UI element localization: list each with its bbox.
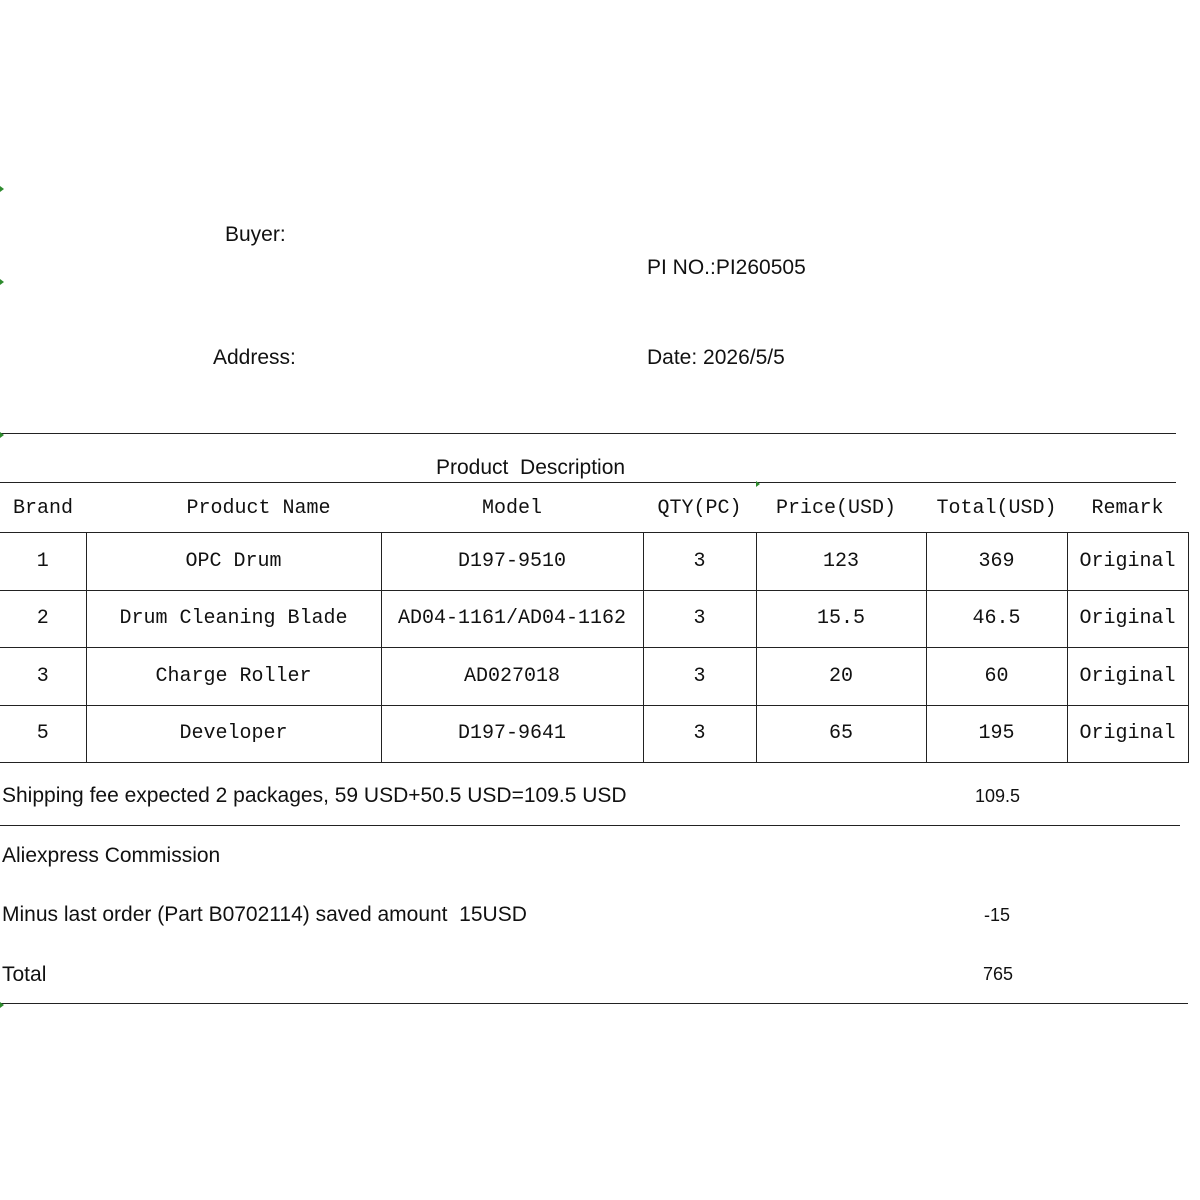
- column-header-remark: Remark: [1091, 497, 1164, 520]
- cell-remark: Original: [1067, 648, 1188, 706]
- divider: [0, 482, 1176, 483]
- address-label: Address:: [213, 346, 296, 369]
- cell-model: D197-9510: [381, 533, 643, 591]
- cell-price: 20: [756, 648, 926, 706]
- cell-remark: Original: [1067, 705, 1188, 763]
- cell-model: D197-9641: [381, 705, 643, 763]
- table-row: [0, 533, 1188, 591]
- cell-product-name: Drum Cleaning Blade: [86, 590, 381, 648]
- cell-brand: 3: [0, 648, 86, 706]
- commission-label: Aliexpress Commission: [2, 844, 221, 867]
- cell-qty: 3: [643, 648, 756, 706]
- cell-marker: [0, 1002, 4, 1008]
- cell-product-name: Developer: [86, 705, 381, 763]
- column-header-total: Total(USD): [936, 497, 1057, 520]
- column-header-price: Price(USD): [775, 497, 897, 520]
- cell-brand: 5: [0, 705, 86, 763]
- shipping-fee-value: 109.5: [975, 786, 1021, 806]
- cell-marker: [0, 186, 4, 192]
- cell-qty: 3: [643, 533, 756, 591]
- cell-remark: Original: [1067, 533, 1188, 591]
- cell-price: 123: [756, 533, 926, 591]
- column-header-model: Model: [481, 497, 542, 520]
- discount-label: Minus last order (Part B0702114) saved amount 15USD: [2, 903, 527, 926]
- pi-number: PI NO.:PI260505: [647, 256, 806, 279]
- table-row: [0, 705, 1188, 763]
- cell-marker: [0, 279, 4, 285]
- cell-total: 46.5: [926, 590, 1067, 648]
- discount-value: -15: [984, 905, 1011, 925]
- total-label: Total: [2, 963, 47, 986]
- divider: [0, 1003, 1188, 1004]
- cell-total: 369: [926, 533, 1067, 591]
- product-table: [0, 532, 1189, 763]
- cell-product-name: Charge Roller: [86, 648, 381, 706]
- cell-brand: 1: [0, 533, 86, 591]
- shipping-fee-label: Shipping fee expected 2 packages, 59 USD+50.5 USD=109.5 USD: [2, 784, 627, 807]
- column-header-product-name: Product Name: [186, 497, 331, 520]
- cell-total: 195: [926, 705, 1067, 763]
- cell-brand: 2: [0, 590, 86, 648]
- cell-price: 65: [756, 705, 926, 763]
- cell-marker: [756, 481, 760, 487]
- table-row: [0, 590, 1188, 648]
- cell-remark: Original: [1067, 590, 1188, 648]
- cell-total: 60: [926, 648, 1067, 706]
- column-header-brand: Brand: [12, 497, 73, 520]
- cell-model: AD04-1161/AD04-1162: [381, 590, 643, 648]
- cell-marker: [0, 432, 4, 438]
- divider: [0, 433, 1176, 434]
- table-row: [0, 648, 1188, 706]
- section-title: Product Description: [436, 456, 626, 479]
- divider: [0, 825, 1180, 826]
- total-value: 765: [983, 964, 1014, 984]
- cell-model: AD027018: [381, 648, 643, 706]
- buyer-label: Buyer:: [225, 223, 286, 246]
- cell-qty: 3: [643, 705, 756, 763]
- cell-qty: 3: [643, 590, 756, 648]
- cell-price: 15.5: [756, 590, 926, 648]
- cell-product-name: OPC Drum: [86, 533, 381, 591]
- column-header-qty: QTY(PC): [657, 497, 742, 520]
- invoice-date: Date: 2026/5/5: [647, 346, 785, 369]
